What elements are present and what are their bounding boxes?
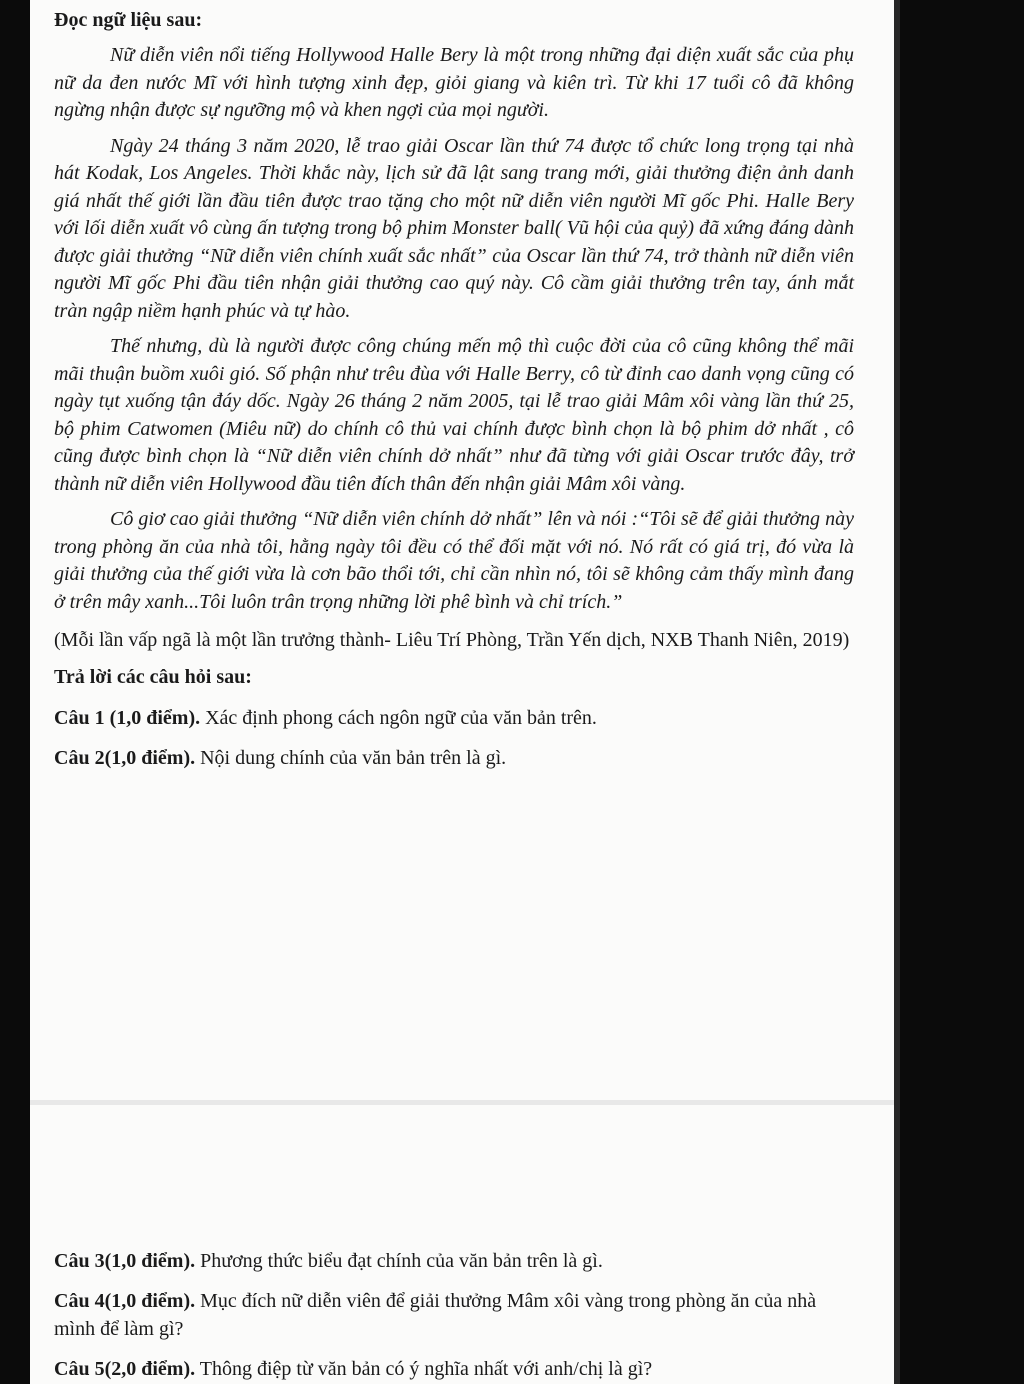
question-label: Câu 1 (1,0 điểm). xyxy=(54,707,201,729)
page-shadow-edge xyxy=(894,0,900,1384)
question-label: Câu 3(1,0 điểm). xyxy=(54,1250,196,1272)
question-1 xyxy=(54,704,854,732)
question-text: Nội dung chính của văn bản trên là gì. xyxy=(195,747,507,769)
reading-heading: Đọc ngữ liệu sau: xyxy=(54,9,203,31)
question-5 xyxy=(54,1355,854,1383)
question-label: Câu 5(2,0 điểm). xyxy=(54,1358,196,1380)
paragraph-3: Thế nhưng, dù là người được công chúng mến mộ thì cuộc đời của cô cũng không thể mãi mãi thuận buồm xuôi gió. Số phận như trêu đùa với Halle Berry, cô từ đỉnh cao danh vọng cũng có ngày tụt xuống tận đáy dốc. Ngày 26 tháng 2 năm 2005, tại lễ trao giải Mâm xôi vàng lần thứ 25, bộ phim Catwomen (Miêu nữ) do chính cô thủ vai chính được bình chọn là bộ phim dở nhất , cô cũng được bình chọn là “Nữ diễn viên chính dở nhất” như đã từng với giải Oscar trước đây, trở thành nữ diễn viên Hollywood đầu tiên đích thân đến nhận giải Mâm xôi vàng. xyxy=(54,335,854,495)
question-text: Thông điệp từ văn bản có ý nghĩa nhất với anh/chị là gì? xyxy=(195,1358,653,1380)
question-2 xyxy=(54,744,854,772)
paragraph-4: Cô giơ cao giải thưởng “Nữ diễn viên chính dở nhất” lên và nói :“Tôi sẽ để giải thưởng này trong phòng ăn của nhà tôi, hằng ngày tôi đều có thể đối mặt với nó. Nó rất có giá trị, đó vừa là giải thưởng của thế giới vừa là cơn bão thổi tới, chỉ cần nhìn nó, tôi sẽ không cảm thấy mình đang ở trên mây xanh...Tôi luôn trân trọng những lời phê bình và chỉ trích.” xyxy=(54,508,854,613)
question-text: Mục đích nữ diễn viên để giải thưởng Mâm xôi vàng trong phòng ăn của nhà mình để làm gì? xyxy=(54,1290,817,1340)
instruction-heading: Trả lời các câu hỏi sau: xyxy=(54,666,252,688)
question-text: Phương thức biểu đạt chính của văn bản trên là gì. xyxy=(195,1250,603,1272)
question-4 xyxy=(54,1287,854,1343)
paragraph-2: Ngày 24 tháng 3 năm 2020, lễ trao giải Oscar lần thứ 74 được tổ chức long trọng tại nhà hát Kodak, Los Angeles. Thời khắc này, lịch sử đã lật sang trang mới, giải thưởng điện ảnh danh giá nhất thế giới lần đầu tiên được trao tặng cho một nữ diễn viên người Mĩ gốc Phi. Halle Bery với lối diễn xuất vô cùng ấn tượng trong bộ phim Monster ball( Vũ hội của quỷ) đã xứng đáng dành được giải thưởng “Nữ diễn viên chính xuất sắc nhất” của Oscar lần thứ 74, trở thành nữ diễn viên người Mĩ gốc Phi đầu tiên nhận giải thưởng cao quý này. Cô cầm giải thưởng trên tay, ánh mắt tràn ngập niềm hạnh phúc và tự hào. xyxy=(54,134,854,322)
question-label: Câu 2(1,0 điểm). xyxy=(54,747,196,769)
document-page-top xyxy=(30,0,894,1102)
source-citation: (Mỗi lần vấp ngã là một lần trưởng thành- Liêu Trí Phòng, Trần Yến dịch, NXB Thanh Niên, 2019) xyxy=(54,629,850,651)
document-page-bottom xyxy=(30,1105,894,1384)
paragraph-1: Nữ diễn viên nổi tiếng Hollywood Halle Bery là một trong những đại diện xuất sắc của phụ nữ da đen nước Mĩ với hình tượng xinh đẹp, giỏi giang và kiên trì. Từ khi 17 tuổi cô đã không ngừng nhận được sự ngưỡng mộ và khen ngợi của mọi người. xyxy=(54,44,854,121)
question-3 xyxy=(54,1247,854,1275)
question-label: Câu 4(1,0 điểm). xyxy=(54,1290,196,1312)
question-text: Xác định phong cách ngôn ngữ của văn bản trên. xyxy=(200,707,597,729)
